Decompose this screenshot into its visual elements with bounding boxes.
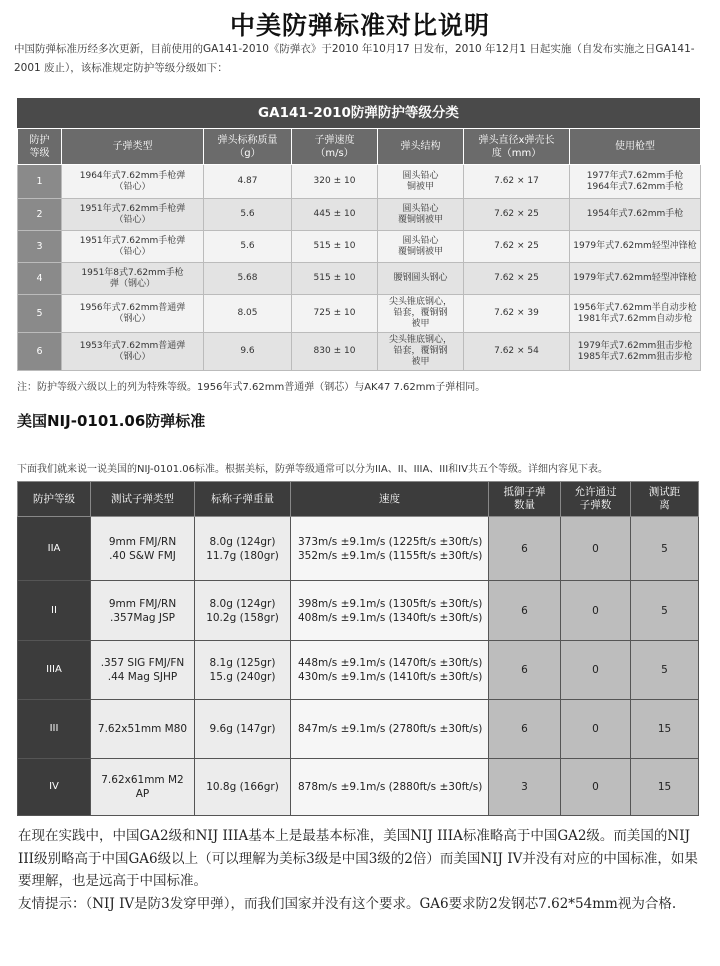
ga141-cell-mass: 8.05 [204, 295, 292, 333]
ga141-row [18, 231, 701, 263]
nij-cell-weight: 8.0g (124gr) 10.2g (158gr) [195, 581, 291, 641]
nij-header-cell: 允许通过 子弹数 [561, 482, 631, 517]
nij-cell-stop: 6 [489, 700, 561, 759]
ga141-cell-gun: 1956年式7.62mm半自动步枪 1981年式7.62mm自动步枪 [570, 295, 701, 333]
nij-cell-level: IV [18, 759, 91, 816]
ga141-cell-mass: 5.68 [204, 263, 292, 295]
nij-header-cell: 测试距 离 [631, 482, 699, 517]
ga141-cell-type: 1951年式7.62mm手枪弹 （铅心） [62, 199, 204, 231]
ga141-cell-gun: 1977年式7.62mm手枪 1964年式7.62mm手枪 [570, 165, 701, 199]
ga141-cell-level: 6 [18, 333, 62, 371]
ga141-cell-structure: 腰钢圆头钢心 [378, 263, 464, 295]
closing-text [18, 825, 708, 915]
nij-cell-pass: 0 [561, 641, 631, 700]
ga141-cell-speed: 515 ± 10 [292, 263, 378, 295]
ga141-cell-dims: 7.62 × 54 [464, 333, 570, 371]
nij-cell-pass: 0 [561, 581, 631, 641]
nij-cell-speed: 398m/s ±9.1m/s (1305ft/s ±30ft/s) 408m/s ±9.1m/s (1340ft/s ±30ft/s) [291, 581, 489, 641]
ga141-cell-mass: 9.6 [204, 333, 292, 371]
nij-cell-type: .357 SIG FMJ/FN .44 Mag SJHP [91, 641, 195, 700]
nij-cell-level: II [18, 581, 91, 641]
nij-cell-stop: 6 [489, 641, 561, 700]
ga141-cell-type: 1951年式7.62mm手枪弹 （铅心） [62, 231, 204, 263]
ga141-cell-type: 1953年式7.62mm普通弹 （钢心） [62, 333, 204, 371]
nij-table [17, 481, 699, 816]
intro-paragraph: 中国防弹标准历经多次更新，目前使用的GA141-2010《防弹衣》于2010 年10月17 日发布，2010 年12月1 日起实施（自发布实施之日GA141-2001 废止），该标准规定防护等级分级如下： [14, 43, 695, 74]
ga141-header-row [18, 129, 701, 165]
ga141-header-cell: 弹头直径x弹壳长 度（mm） [464, 129, 570, 165]
ga141-cell-speed: 320 ± 10 [292, 165, 378, 199]
ga141-cell-mass: 4.87 [204, 165, 292, 199]
ga141-cell-dims: 7.62 × 25 [464, 199, 570, 231]
ga141-cell-speed: 445 ± 10 [292, 199, 378, 231]
nij-section-title: 美国NIJ-0101.06防弹标准 [17, 412, 206, 430]
nij-cell-dist: 15 [631, 759, 699, 816]
ga141-cell-structure: 圆头铅心 覆铜钢被甲 [378, 231, 464, 263]
nij-header-cell: 测试子弹类型 [91, 482, 195, 517]
ga141-row [18, 199, 701, 231]
nij-cell-pass: 0 [561, 700, 631, 759]
ga141-cell-structure: 尖头锥底钢心， 铅套，覆铜钢 被甲 [378, 295, 464, 333]
ga141-header-cell: 使用枪型 [570, 129, 701, 165]
ga141-cell-dims: 7.62 × 25 [464, 231, 570, 263]
nij-cell-pass: 0 [561, 759, 631, 816]
ga141-table [17, 128, 701, 371]
nij-cell-weight: 9.6g (147gr) [195, 700, 291, 759]
ga141-header-cell: 子弹类型 [62, 129, 204, 165]
ga141-header-cell: 弹头结构 [378, 129, 464, 165]
nij-cell-stop: 6 [489, 517, 561, 581]
ga141-cell-dims: 7.62 × 25 [464, 263, 570, 295]
ga141-header-cell: 子弹速度 （m/s） [292, 129, 378, 165]
nij-cell-dist: 5 [631, 581, 699, 641]
ga141-cell-speed: 515 ± 10 [292, 231, 378, 263]
ga141-row [18, 295, 701, 333]
page-title: 中美防弹标准对比说明 [229, 11, 490, 40]
nij-cell-dist: 5 [631, 517, 699, 581]
ga141-table-note: 注：防护等级六级以上的列为特殊等级。1956年式7.62mm普通弹（钢芯）与AK47 7.62mm子弹相同。 [17, 382, 486, 393]
nij-section-intro: 下面我们就来说一说美国的NIJ-0101.06标准。根据美标，防弹等级通常可以分为IIA、II、IIIA、III和IV共五个等级。详细内容见下表。 [17, 464, 608, 475]
nij-cell-type: 7.62x51mm M80 [91, 700, 195, 759]
ga141-cell-structure: 圆头铅心 覆铜钢被甲 [378, 199, 464, 231]
ga141-cell-type: 1951年8式7.62mm手枪 弹（钢心） [62, 263, 204, 295]
nij-row [18, 759, 699, 816]
nij-cell-weight: 8.0g (124gr) 11.7g (180gr) [195, 517, 291, 581]
ga141-cell-level: 4 [18, 263, 62, 295]
ga141-cell-level: 2 [18, 199, 62, 231]
closing-tip: 友情提示：（NIJ IV是防3发穿甲弹），而我们国家并没有这个要求。GA6要求防2发钢芯7.62*54mm视为合格. [18, 895, 677, 912]
ga141-table-section [17, 98, 700, 371]
nij-row [18, 581, 699, 641]
ga141-cell-type: 1956年式7.62mm普通弹 （钢心） [62, 295, 204, 333]
ga141-cell-dims: 7.62 × 17 [464, 165, 570, 199]
ga141-cell-speed: 725 ± 10 [292, 295, 378, 333]
ga141-cell-gun: 1979年式7.62mm轻型冲锋枪 [570, 231, 701, 263]
nij-header-cell: 防护等级 [18, 482, 91, 517]
nij-header-cell: 抵御子弹 数量 [489, 482, 561, 517]
ga141-cell-level: 5 [18, 295, 62, 333]
ga141-cell-gun: 1979年式7.62mm狙击步枪 1985年式7.62mm狙击步枪 [570, 333, 701, 371]
nij-header-cell: 速度 [291, 482, 489, 517]
nij-header-row [18, 482, 699, 517]
ga141-table-caption: GA141-2010防弹防护等级分类 [17, 98, 700, 128]
nij-cell-dist: 5 [631, 641, 699, 700]
nij-cell-dist: 15 [631, 700, 699, 759]
nij-cell-pass: 0 [561, 517, 631, 581]
nij-cell-type: 9mm FMJ/RN .40 S&W FMJ [91, 517, 195, 581]
ga141-cell-level: 1 [18, 165, 62, 199]
nij-cell-stop: 6 [489, 581, 561, 641]
ga141-cell-structure: 尖头锥底钢心， 铅套，覆铜钢 被甲 [378, 333, 464, 371]
nij-cell-weight: 8.1g (125gr) 15.g (240gr) [195, 641, 291, 700]
nij-cell-weight: 10.8g (166gr) [195, 759, 291, 816]
nij-cell-speed: 373m/s ±9.1m/s (1225ft/s ±30ft/s) 352m/s ±9.1m/s (1155ft/s ±30ft/s) [291, 517, 489, 581]
ga141-cell-dims: 7.62 × 39 [464, 295, 570, 333]
nij-cell-type: 7.62x61mm M2 AP [91, 759, 195, 816]
ga141-cell-gun: 1979年式7.62mm轻型冲锋枪 [570, 263, 701, 295]
ga141-cell-mass: 5.6 [204, 231, 292, 263]
nij-cell-stop: 3 [489, 759, 561, 816]
ga141-header-cell: 防护 等级 [18, 129, 62, 165]
ga141-row [18, 333, 701, 371]
ga141-cell-speed: 830 ± 10 [292, 333, 378, 371]
nij-cell-level: IIA [18, 517, 91, 581]
nij-cell-speed: 847m/s ±9.1m/s (2780ft/s ±30ft/s) [291, 700, 489, 759]
nij-cell-level: IIIA [18, 641, 91, 700]
nij-row [18, 517, 699, 581]
ga141-cell-structure: 圆头铅心 铜被甲 [378, 165, 464, 199]
ga141-cell-level: 3 [18, 231, 62, 263]
nij-cell-speed: 878m/s ±9.1m/s (2880ft/s ±30ft/s) [291, 759, 489, 816]
ga141-cell-mass: 5.6 [204, 199, 292, 231]
nij-cell-type: 9mm FMJ/RN .357Mag JSP [91, 581, 195, 641]
nij-cell-speed: 448m/s ±9.1m/s (1470ft/s ±30ft/s) 430m/s ±9.1m/s (1410ft/s ±30ft/s) [291, 641, 489, 700]
ga141-cell-type: 1964年式7.62mm手枪弹 （铅心） [62, 165, 204, 199]
nij-cell-level: III [18, 700, 91, 759]
ga141-header-cell: 弹头标称质量 （g） [204, 129, 292, 165]
ga141-row [18, 263, 701, 295]
nij-header-cell: 标称子弹重量 [195, 482, 291, 517]
nij-row [18, 641, 699, 700]
closing-paragraph: 在现在实践中，中国GA2级和NIJ IIIA基本上是最基本标准，美国NIJ IIIA标准略高于中国GA2级。而美国的NIJ III级别略高于中国GA6级以上（可以理解为美标3级是中国3级的2倍）而美国NIJ IV并没有对应的中国标准，如果要理解，也是远高于中国标准。 [18, 828, 698, 889]
nij-row [18, 700, 699, 759]
ga141-row [18, 165, 701, 199]
ga141-cell-gun: 1954年式7.62mm手枪 [570, 199, 701, 231]
